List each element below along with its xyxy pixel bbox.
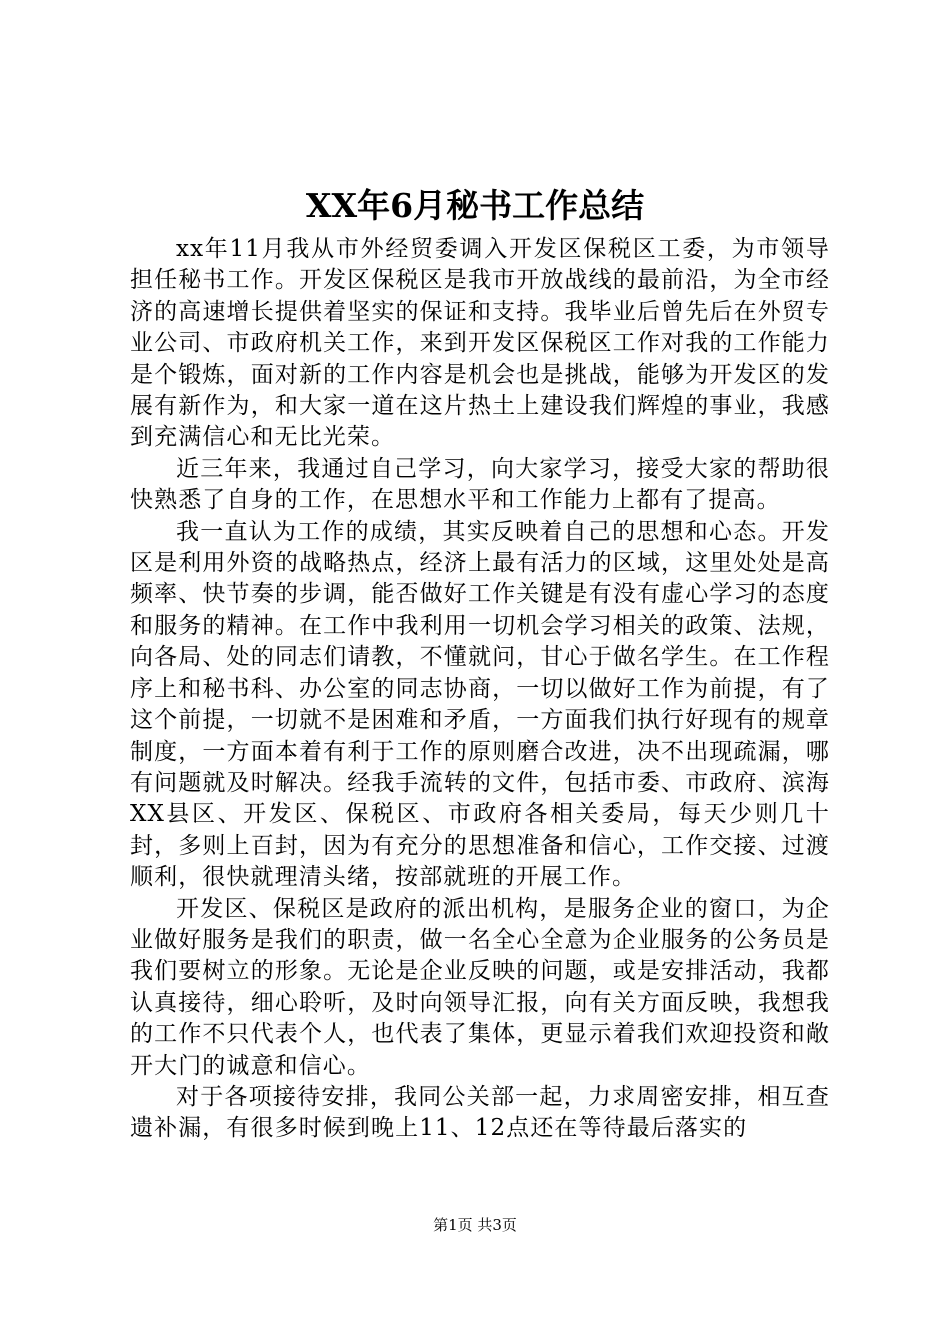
paragraph: 近三年来，我通过自己学习，向大家学习，接受大家的帮助很快熟悉了自身的工作，在思想水平和工作能力上都有了提高。 bbox=[130, 455, 830, 514]
paragraph: 对于各项接待安排，我同公关部一起，力求周密安排，相互查遗补漏，有很多时候到晚上11、12点还在等待最后落实的 bbox=[130, 1083, 830, 1142]
paragraph: 我一直认为工作的成绩，其实反映着自己的思想和心态。开发区是利用外资的战略热点，经济上最有活力的区域，这里处处是高频率、快节奏的步调，能否做好工作关键是有没有虚心学习的态度和服务的精神。在工作中我利用一切机会学习相关的政策、法规，向各局、处的同志们请教，不懂就问，甘心于做名学生。在工作程序上和秘书科、办公室的同志协商，一切以做好工作为前提，有了这个前提，一切就不是困难和矛盾，一方面我们执行好现有的规章制度，一方面本着有利于工作的原则磨合改进，决不出现疏漏，哪有问题就及时解决。经我手流转的文件，包括市委、市政府、滨海XX县区、开发区、保税区、市政府各相关委局，每天少则几十封，多则上百封，因为有充分的思想准备和信心，工作交接、过渡顺利，很快就理清头绪，按部就班的开展工作。 bbox=[130, 518, 830, 891]
paragraph: xx年11月我从市外经贸委调入开发区保税区工委，为市领导担任秘书工作。开发区保税区是我市开放战线的最前沿，为全市经济的高速增长提供着坚实的保证和支持。我毕业后曾先后在外贸专业公司、市政府机关工作，来到开发区保税区工作对我的工作能力是个锻炼，面对新的工作内容是机会也是挑战，能够为开发区的发展有新作为，和大家一道在这片热土上建设我们辉煌的事业，我感到充满信心和无比光荣。 bbox=[130, 236, 830, 451]
page-number-footer: 第1页 共3页 bbox=[433, 1216, 517, 1234]
document-body bbox=[130, 234, 830, 1145]
document-title: XX年6月秘书工作总结 bbox=[305, 186, 645, 225]
paragraph: 开发区、保税区是政府的派出机构，是服务企业的窗口，为企业做好服务是我们的职责，做一名全心全意为企业服务的公务员是我们要树立的形象。无论是企业反映的问题，或是安排活动，我都认真接待，细心聆听，及时向领导汇报，向有关方面反映，我想我的工作不只代表个人，也代表了集体，更显示着我们欢迎投资和敞开大门的诚意和信心。 bbox=[130, 895, 830, 1079]
